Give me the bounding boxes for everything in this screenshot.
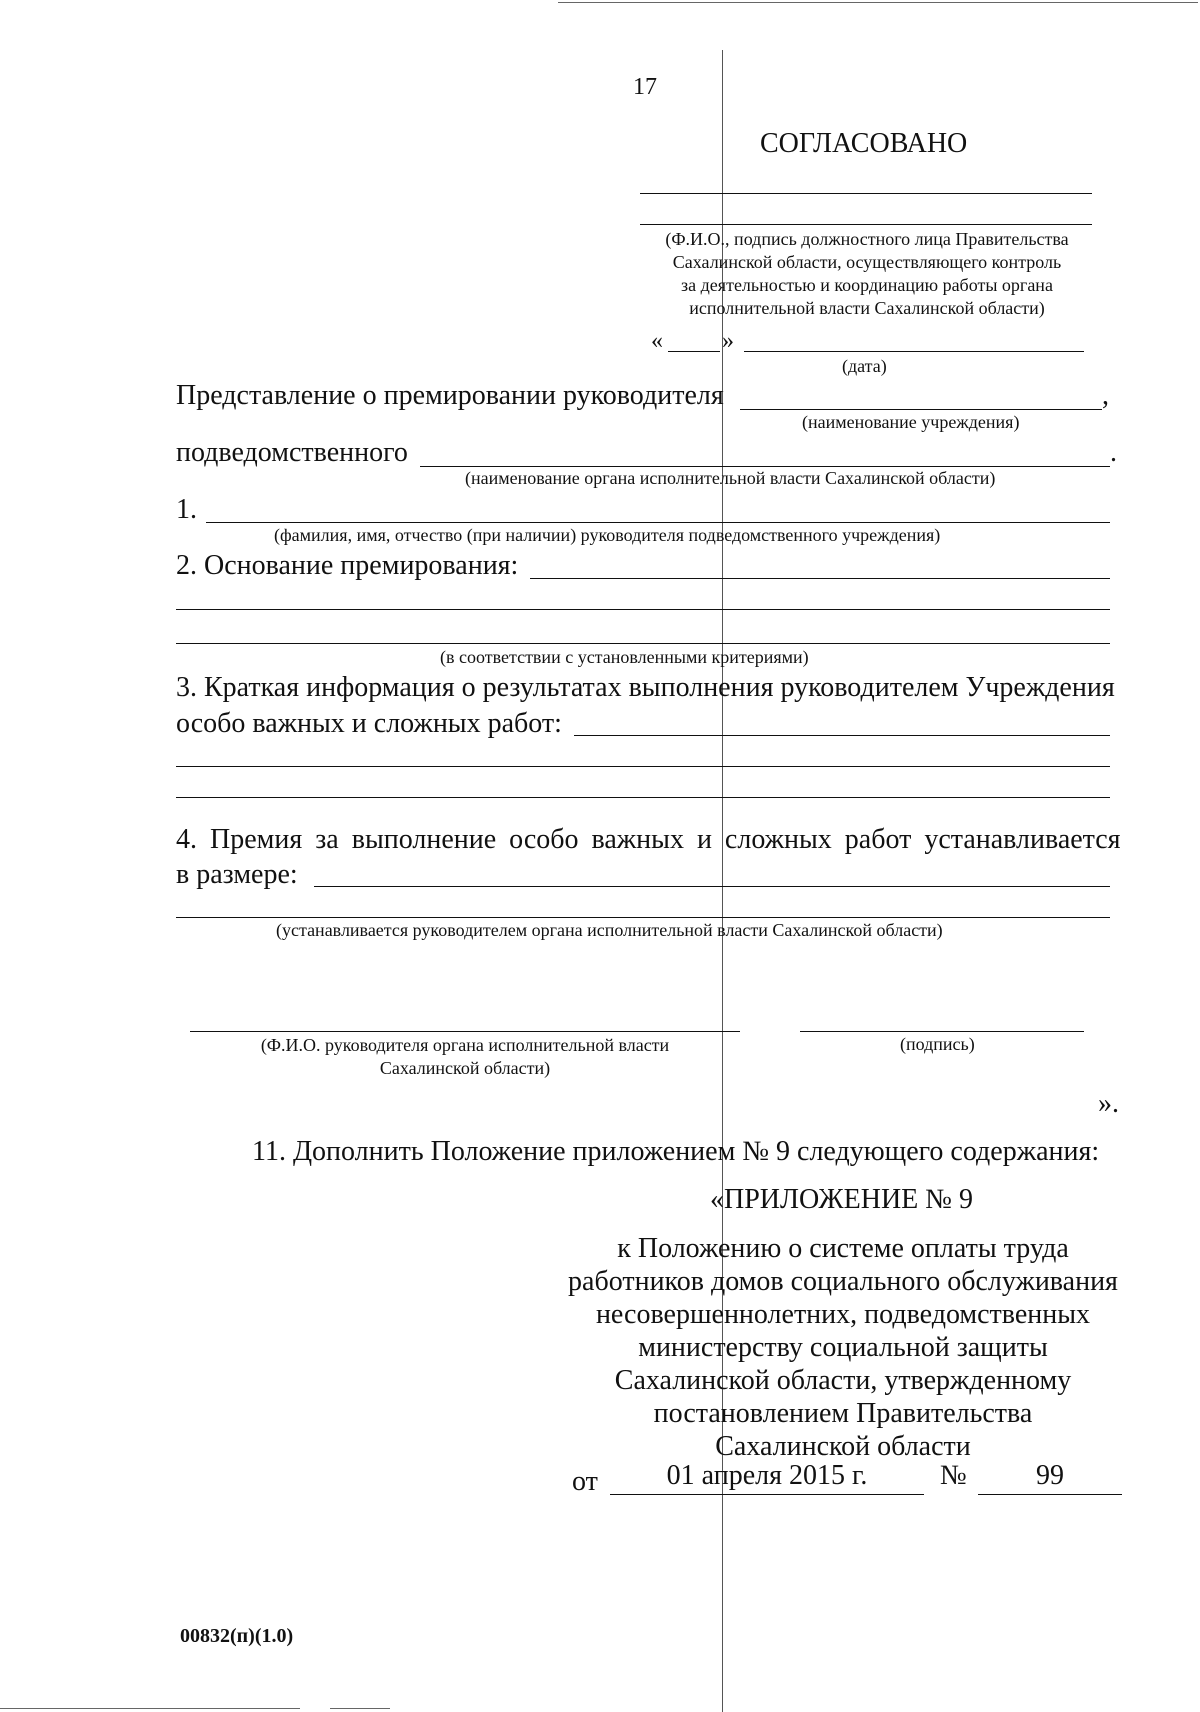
appendix-line: несовершеннолетних, подведомственных xyxy=(595,1299,1091,1330)
page-number: 17 xyxy=(633,74,657,100)
bottom-edge-line xyxy=(0,1708,300,1709)
form-title: Представление о премировании руководителя xyxy=(176,380,724,411)
appendix-date-line xyxy=(610,1494,924,1495)
head-caption-line1: (Ф.И.О. руководителя органа исполнительной власти xyxy=(260,1035,670,1055)
approval-caption-line: (Ф.И.О., подпись должностного лица Правительства xyxy=(665,229,1069,249)
closing-quote: ». xyxy=(1098,1088,1119,1119)
date-caption: (дата) xyxy=(842,356,887,376)
item3-line xyxy=(574,735,1110,736)
item2-line-3 xyxy=(176,643,1110,644)
appendix-line: постановлением Правительства xyxy=(653,1398,1033,1429)
head-caption-line2: Сахалинской области) xyxy=(379,1058,551,1078)
appendix-number: 99 xyxy=(1036,1460,1064,1491)
date-open-quote: « xyxy=(651,328,663,354)
approval-heading: СОГЛАСОВАНО xyxy=(760,128,968,159)
item3-line-3 xyxy=(176,797,1110,798)
authority-caption: (наименование органа исполнительной власти Сахалинской области) xyxy=(465,468,996,488)
institution-line xyxy=(740,409,1102,410)
date-close-quote: » xyxy=(722,328,734,354)
date-line xyxy=(744,351,1084,352)
appendix-line: Сахалинской области, утвержденному xyxy=(614,1365,1072,1396)
item4-line xyxy=(314,886,1110,887)
appendix-from-label: от xyxy=(572,1466,598,1497)
appendix-title: «ПРИЛОЖЕНИЕ № 9 xyxy=(710,1184,973,1215)
date-day-line xyxy=(668,351,720,352)
document-code: 00832(п)(1.0) xyxy=(180,1625,294,1647)
bottom-edge-line-2 xyxy=(330,1708,390,1709)
item1-line xyxy=(206,522,1110,523)
authority-line xyxy=(420,466,1110,467)
item2-label: 2. Основание премирования: xyxy=(176,550,519,581)
amendment-text: 11. Дополнить Положение приложением № 9 следующего содержания: xyxy=(252,1136,1100,1167)
institution-caption: (наименование учреждения) xyxy=(802,412,1020,432)
appendix-line: Сахалинской области xyxy=(715,1431,971,1462)
approval-signature-line-2 xyxy=(640,224,1092,225)
head-signature-line xyxy=(800,1031,1084,1032)
item3-line-2 xyxy=(176,766,1110,767)
item4-text-line1: 4. Премия за выполнение особо важных и сложных работ устанавливается xyxy=(176,824,1121,855)
appendix-line: работников домов социального обслуживания xyxy=(568,1266,1118,1297)
approval-signature-line xyxy=(640,193,1092,194)
approval-caption-line: Сахалинской области, осуществляющего контроль xyxy=(672,252,1062,272)
appendix-number-line xyxy=(978,1494,1122,1495)
approval-caption xyxy=(630,228,1104,320)
signature-caption: (подпись) xyxy=(900,1034,975,1054)
item3-text-line1: 3. Краткая информация о результатах выполнения руководителем Учреждения xyxy=(176,672,1115,703)
item2-caption: (в соответствии с установленными критериями) xyxy=(440,647,809,667)
subordinate-period: . xyxy=(1110,437,1117,468)
appendix-line: к Положению о системе оплаты труда xyxy=(617,1233,1069,1264)
head-name-line xyxy=(190,1031,740,1032)
appendix-date: 01 апреля 2015 г. xyxy=(666,1460,868,1491)
item2-line xyxy=(530,578,1110,579)
approval-caption-line: за деятельностью и координацию работы органа xyxy=(681,275,1053,295)
head-caption xyxy=(200,1034,730,1080)
item2-line-2 xyxy=(176,609,1110,610)
appendix-body xyxy=(560,1232,1126,1463)
title-comma: , xyxy=(1102,380,1109,411)
subordinate-label: подведомственного xyxy=(176,437,408,468)
approval-caption-line: исполнительной власти Сахалинской области) xyxy=(689,298,1045,318)
item4-text-line2: в размере: xyxy=(176,859,298,890)
item4-line-2 xyxy=(176,917,1110,918)
item1-label: 1. xyxy=(176,494,197,525)
item1-caption: (фамилия, имя, отчество (при наличии) руководителя подведомственного учреждения) xyxy=(274,525,941,545)
top-edge-line xyxy=(558,2,1198,3)
appendix-number-label: № xyxy=(940,1460,967,1491)
appendix-line: министерству социальной защиты xyxy=(638,1332,1048,1363)
item3-text-line2: особо важных и сложных работ: xyxy=(176,708,562,739)
item4-caption: (устанавливается руководителем органа исполнительной власти Сахалинской области) xyxy=(276,920,943,940)
